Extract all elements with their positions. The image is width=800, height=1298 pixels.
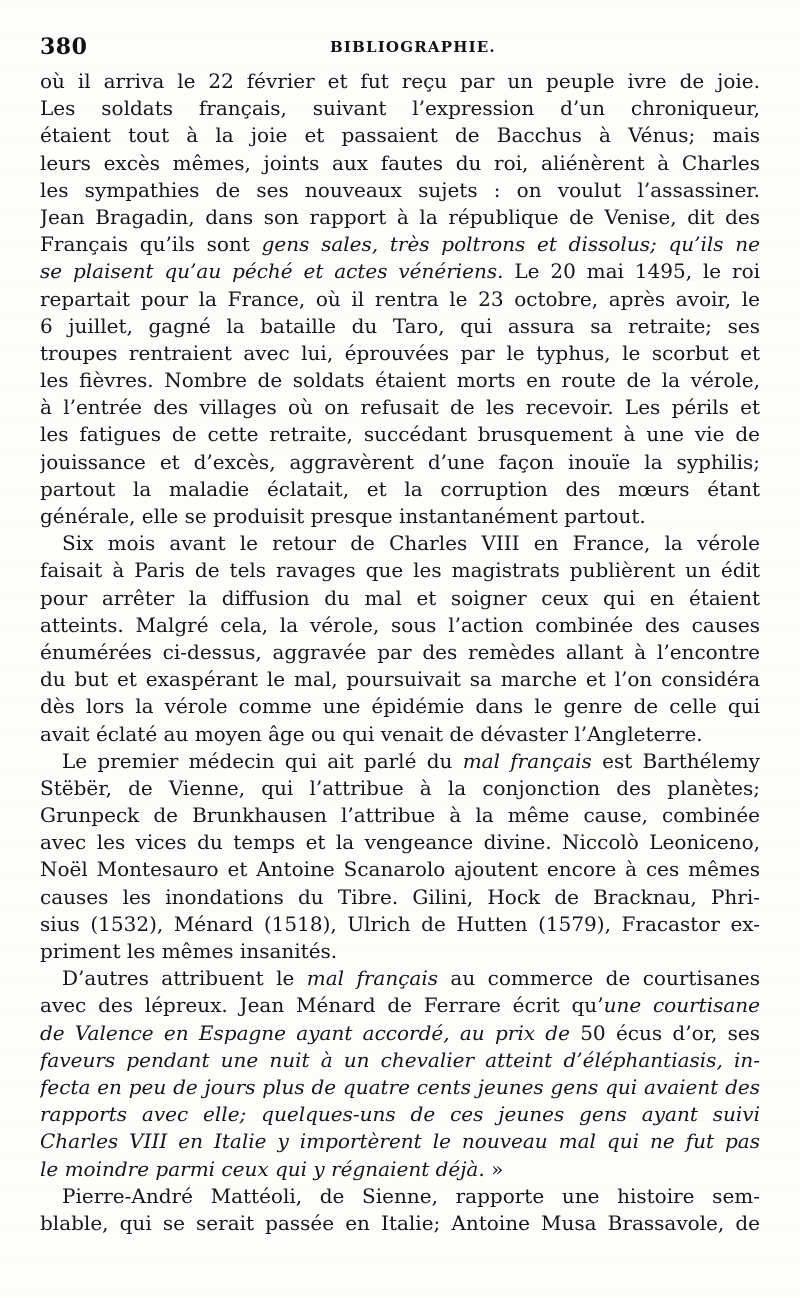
italic-phrase: mal français [306, 966, 439, 991]
italic-phrase: gens sales, très poltrons et dissolus; qu’ils ne [261, 232, 760, 257]
text-line: les fièvres. Nombre de soldats étaient morts en route de la vérole, [40, 368, 760, 393]
italic-phrase: fecta en peu de jours plus de quatre cents jeunes gens qui avaient des [40, 1074, 760, 1099]
italic-phrase: mal français [462, 748, 592, 773]
text-line: priment les mêmes insanités. [40, 939, 338, 963]
text-line: avec les vices du temps et la vengeance divine. Niccolò Leoniceno, [40, 830, 760, 855]
paragraph-start: D’autres attribuent le mal français au commerce de courtisanes [62, 966, 760, 991]
text-line: dès lors la vérole comme une épidémie dans le genre de celle qui [40, 694, 760, 719]
text-line: à l’entrée des villages où on refusait de les recevoir. Les périls et [40, 395, 760, 420]
running-head: BIBLIOGRAPHIE. [330, 38, 496, 56]
italic-phrase: de Valence en Espagne ayant accordé, au prix de [40, 1020, 570, 1045]
italic-phrase: une courtisane [603, 993, 760, 1018]
text-line: Français qu’ils sont gens sales, très poltrons et dissolus; qu’ils ne [40, 232, 760, 257]
text-line: troupes rentraient avec lui, éprouvées par le typhus, le scorbut et [40, 340, 760, 365]
text-line [40, 1047, 760, 1074]
text-line: générale, elle se produisit presque instantanément partout. [40, 504, 646, 528]
text-line: du but et exaspérant le mal, poursuivait sa marche et l’on considéra [40, 667, 760, 692]
text-line: atteints. Malgré cela, la vérole, sous l’action combinée des causes [40, 612, 760, 637]
italic-phrase: faveurs pendant une nuit à un chevalier atteint d’éléphantiasis, in- [40, 1047, 760, 1072]
italic-phrase: Charles VIII en Italie y importèrent le nouveau mal qui ne fut pas [40, 1129, 760, 1154]
body-text [40, 68, 760, 1237]
text-line: leurs excès mêmes, joints aux fautes du roi, aliénèrent à Charles [40, 150, 760, 175]
page-header [40, 34, 760, 68]
text-line [40, 1074, 760, 1101]
text-line: repartait pour la France, où il rentra le 23 octobre, après avoir, le [40, 286, 760, 311]
text-line: étaient tout à la joie et passaient de Bacchus à Vénus; mais [40, 123, 760, 148]
text-line: énumérées ci-dessus, aggravée par des remèdes allant à l’encontre [40, 639, 760, 664]
text-line: partout la maladie éclatait, et la corruption des mœurs étant [40, 476, 760, 501]
text-line: Les soldats français, suivant l’expression d’un chroniqueur, [40, 96, 760, 121]
text-line: Stëbër, de Vienne, qui l’attribue à la conjonction des planètes; [40, 775, 760, 800]
text-line: les fatigues de cette retraite, succédant brusquement à une vie de [40, 422, 760, 447]
text-line [40, 1101, 760, 1128]
text-line: 6 juillet, gagné la bataille du Taro, qui assura sa retraite; ses [40, 313, 760, 338]
paragraph-start: Six mois avant le retour de Charles VIII en France, la vérole [62, 531, 760, 556]
text-line: se plaisent qu’au péché et actes vénériens. Le 20 mai 1495, le roi [40, 259, 760, 284]
text-line: de Valence en Espagne ayant accordé, au prix de 50 écus d’or, ses [40, 1020, 760, 1045]
text-line: blable, qui se serait passée en Italie; Antoine Musa Brassavole, de [40, 1210, 760, 1235]
text-line: jouissance et d’excès, aggravèrent d’une façon inouïe la syphilis; [40, 449, 760, 474]
text-line: avait éclaté au moyen âge ou qui venait de dévaster l’Angleterre. [40, 721, 703, 746]
italic-phrase: rapports avec elle; quelques-uns de ces jeunes gens ayant suivi [40, 1102, 760, 1127]
page-number: 380 [40, 34, 88, 60]
text-line: Grunpeck de Brunkhausen l’attribue à la même cause, combinée [40, 803, 760, 828]
text-line: avec des lépreux. Jean Ménard de Ferrare écrit qu’une courtisane [40, 993, 760, 1018]
italic-phrase: le moindre parmi ceux qui y régnaient déjà. [40, 1156, 485, 1181]
text-line: sius (1532), Ménard (1518), Ulrich de Hutten (1579), Fracastor ex- [40, 911, 760, 936]
text-line: le moindre parmi ceux qui y régnaient déjà. » [40, 1156, 504, 1181]
paragraph-start: Pierre-André Mattéoli, de Sienne, rapporte une histoire sem- [62, 1183, 760, 1208]
text-line: Noël Montesauro et Antoine Scanarolo ajoutent encore à ces mêmes [40, 857, 760, 882]
text-line [40, 1128, 760, 1155]
text-line: pour arrêter la diffusion du mal et soigner ceux qui en étaient [40, 585, 760, 610]
italic-phrase: se plaisent qu’au péché et actes vénériens. [40, 259, 504, 284]
paragraph-start: Le premier médecin qui ait parlé du mal français est Barthélemy [62, 748, 760, 773]
text-line: faisait à Paris de tels ravages que les magistrats publièrent un édit [40, 558, 760, 583]
text-line: Jean Bragadin, dans son rapport à la république de Venise, dit des [40, 204, 760, 229]
text-line: causes les inondations du Tibre. Gilini, Hock de Bracknau, Phri- [40, 884, 760, 909]
text-line: les sympathies de ses nouveaux sujets : on voulut l’assassiner. [40, 177, 760, 202]
text-line: où il arriva le 22 février et fut reçu par un peuple ivre de joie. [40, 69, 760, 93]
